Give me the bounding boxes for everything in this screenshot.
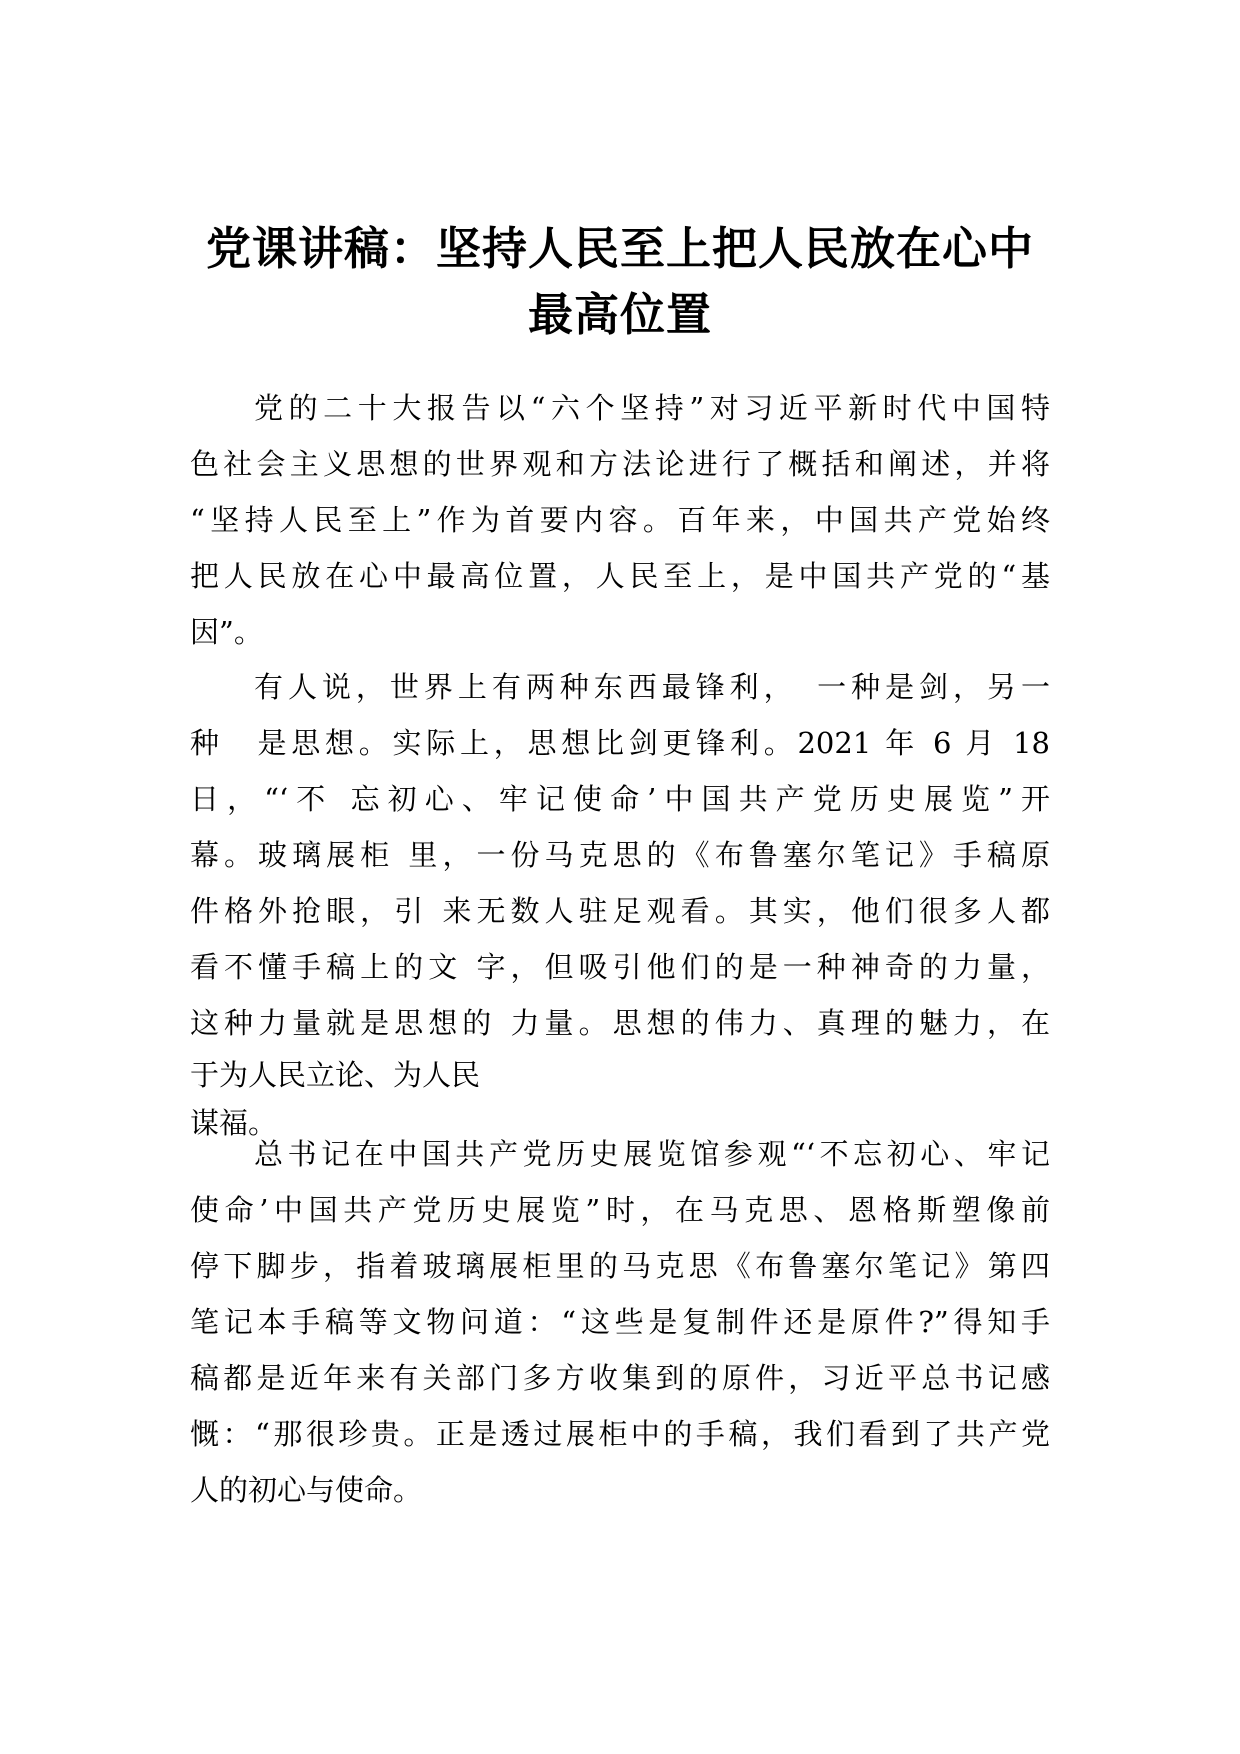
paragraph-3 [190, 1126, 1050, 1518]
paragraph-2 [190, 659, 1050, 1147]
text-line: 这种力量就是思想的 力量。思想的伟力、真理的魅力，在 [190, 1006, 1050, 1040]
text-line: 有人说，世界上有两种东西最锋利， 一种是剑，另一 [254, 670, 1050, 704]
text-line: 于为人民立论、为人民 [190, 1058, 481, 1092]
document-title [190, 216, 1050, 348]
text-line: 停下脚步，指着玻璃展柜里的马克思《布鲁塞尔笔记》第四 [190, 1249, 1050, 1283]
text-line: 件格外抢眼，引 来无数人驻足观看。其实，他们很多人都 [190, 894, 1050, 928]
text-line: 党的二十大报告以“六个坚持”对习近平新时代中国特 [254, 391, 1050, 425]
text-line: 看不懂手稿上的文 字，但吸引他们的是一种神奇的力量， [190, 950, 1050, 984]
text-line: 种 是思想。实际上，思想比剑更锋利。2021 年 6 月 18 [190, 726, 1050, 760]
text-line: 人的初心与使命。 [190, 1473, 423, 1507]
title-line: 最高位置 [527, 288, 712, 341]
text-line: 把人民放在心中最高位置，人民至上，是中国共产党的“基 [190, 559, 1050, 593]
text-line: 日，“‘不 忘初心、牢记使命’中国共产党历史展览”开 [190, 782, 1050, 816]
text-line: 慨：“那很珍贵。正是透过展柜中的手稿，我们看到了共产党 [190, 1417, 1050, 1451]
text-line: 笔记本手稿等文物问道：“这些是复制件还是原件?”得知手 [190, 1305, 1050, 1339]
text-line: 因”。 [190, 615, 263, 649]
text-line: 总书记在中国共产党历史展览馆参观“‘不忘初心、牢记 [254, 1137, 1050, 1171]
text-line: 使命’中国共产党历史展览”时，在马克思、恩格斯塑像前 [190, 1193, 1050, 1227]
text-line: 谋福。 [190, 1106, 278, 1140]
paragraph-1 [190, 380, 1050, 660]
title-line: 党课讲稿：坚持人民至上把人民放在心中 [205, 222, 1034, 275]
text-line: 稿都是近年来有关部门多方收集到的原件，习近平总书记感 [190, 1361, 1050, 1395]
text-line: “坚持人民至上”作为首要内容。百年来，中国共产党始终 [190, 503, 1050, 537]
text-line: 幕。玻璃展柜 里，一份马克思的《布鲁塞尔笔记》手稿原 [190, 838, 1050, 872]
text-line: 色社会主义思想的世界观和方法论进行了概括和阐述，并将 [190, 447, 1050, 481]
